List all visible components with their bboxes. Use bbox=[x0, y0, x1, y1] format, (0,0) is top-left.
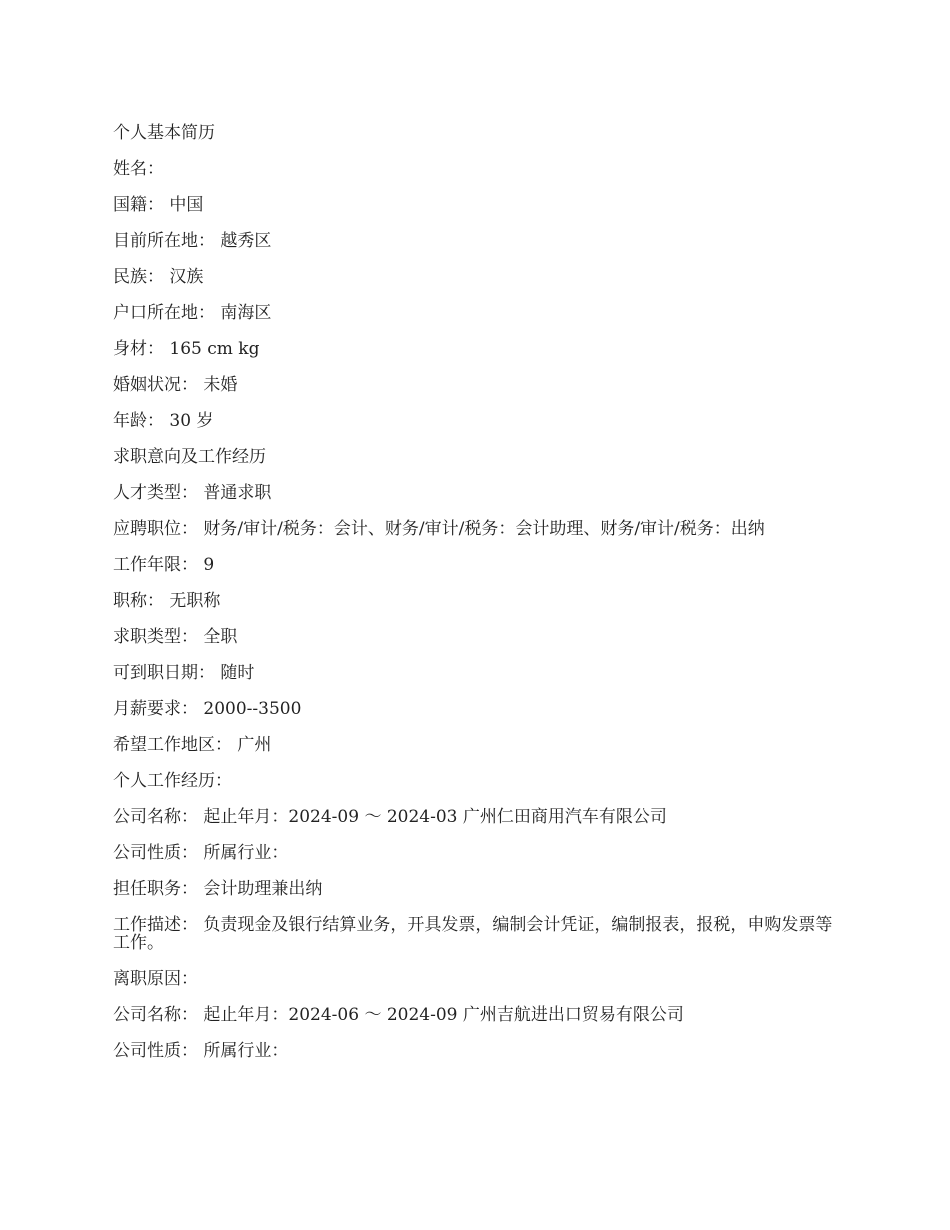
field-company-nature bbox=[113, 844, 833, 862]
field-years-of-work bbox=[113, 556, 833, 574]
section-heading-work-history: 个人工作经历： bbox=[113, 771, 232, 791]
field-value: 所属行业： bbox=[203, 1041, 289, 1061]
resume-title: 个人基本简历 bbox=[113, 123, 215, 143]
field-value: 165 cm kg bbox=[169, 339, 260, 359]
field-label: 公司性质： bbox=[113, 1041, 198, 1061]
field-value: 未婚 bbox=[203, 375, 238, 395]
field-label: 希望工作地区： bbox=[113, 735, 232, 755]
field-label: 公司名称： bbox=[113, 807, 198, 827]
field-nationality bbox=[113, 196, 833, 214]
section-heading-job-intent: 求职意向及工作经历 bbox=[113, 447, 266, 467]
field-value: 随时 bbox=[220, 663, 255, 683]
field-label: 公司名称： bbox=[113, 1005, 198, 1025]
field-name bbox=[113, 160, 833, 178]
resume-document bbox=[113, 124, 833, 1078]
field-value: 起止年月：2024-09 ～ 2024-03 广州仁田商用汽车有限公司 bbox=[203, 807, 667, 827]
field-value: 汉族 bbox=[169, 267, 204, 287]
field-job-description bbox=[113, 916, 833, 952]
field-label: 公司性质： bbox=[113, 843, 198, 863]
field-company-name bbox=[113, 808, 833, 826]
field-value: 财务/审计/税务：会计、财务/审计/税务：会计助理、财务/审计/税务：出纳 bbox=[203, 519, 765, 539]
field-hukou-location bbox=[113, 304, 833, 322]
field-value: 9 bbox=[203, 555, 215, 575]
field-label: 身材： bbox=[113, 339, 164, 359]
field-company-nature bbox=[113, 1042, 833, 1060]
field-value: 越秀区 bbox=[220, 231, 272, 251]
field-value: 负责现金及银行结算业务，开具发票，编制会计凭证，编制报表，报税，申购发票等工作。 bbox=[113, 915, 833, 953]
field-talent-type bbox=[113, 484, 833, 502]
field-label: 年龄： bbox=[113, 411, 164, 431]
field-available-date bbox=[113, 664, 833, 682]
field-label: 职称： bbox=[113, 591, 164, 611]
field-value: 30 岁 bbox=[169, 411, 214, 431]
field-applied-positions bbox=[113, 520, 833, 538]
field-marital-status bbox=[113, 376, 833, 394]
field-label: 民族： bbox=[113, 267, 164, 287]
field-label: 求职类型： bbox=[113, 627, 198, 647]
field-label: 国籍： bbox=[113, 195, 164, 215]
field-label: 工作年限： bbox=[113, 555, 198, 575]
field-value: 起止年月：2024-06 ～ 2024-09 广州吉航进出口贸易有限公司 bbox=[203, 1005, 684, 1025]
field-preferred-region bbox=[113, 736, 833, 754]
field-salary-requirement bbox=[113, 700, 833, 718]
field-professional-title bbox=[113, 592, 833, 610]
field-value: 2000--3500 bbox=[203, 699, 302, 719]
field-value: 普通求职 bbox=[203, 483, 272, 503]
field-company-name bbox=[113, 1006, 833, 1024]
field-leaving-reason bbox=[113, 970, 833, 988]
field-ethnicity bbox=[113, 268, 833, 286]
field-label: 离职原因： bbox=[113, 969, 198, 989]
field-value: 会计助理兼出纳 bbox=[203, 879, 323, 899]
field-value: 无职称 bbox=[169, 591, 221, 611]
field-current-location bbox=[113, 232, 833, 250]
field-label: 工作描述： bbox=[113, 915, 198, 935]
field-label: 婚姻状况： bbox=[113, 375, 198, 395]
field-stature bbox=[113, 340, 833, 358]
field-age bbox=[113, 412, 833, 430]
field-label: 应聘职位： bbox=[113, 519, 198, 539]
field-label: 担任职务： bbox=[113, 879, 198, 899]
field-label: 人才类型： bbox=[113, 483, 198, 503]
field-value: 所属行业： bbox=[203, 843, 289, 863]
field-label: 可到职日期： bbox=[113, 663, 215, 683]
field-label: 目前所在地： bbox=[113, 231, 215, 251]
field-value: 全职 bbox=[203, 627, 238, 647]
field-value: 中国 bbox=[169, 195, 204, 215]
field-value: 南海区 bbox=[220, 303, 272, 323]
field-position-held bbox=[113, 880, 833, 898]
field-label: 姓名： bbox=[113, 159, 164, 179]
field-value: 广州 bbox=[237, 735, 272, 755]
field-label: 月薪要求： bbox=[113, 699, 198, 719]
field-label: 户口所在地： bbox=[113, 303, 215, 323]
field-job-type bbox=[113, 628, 833, 646]
